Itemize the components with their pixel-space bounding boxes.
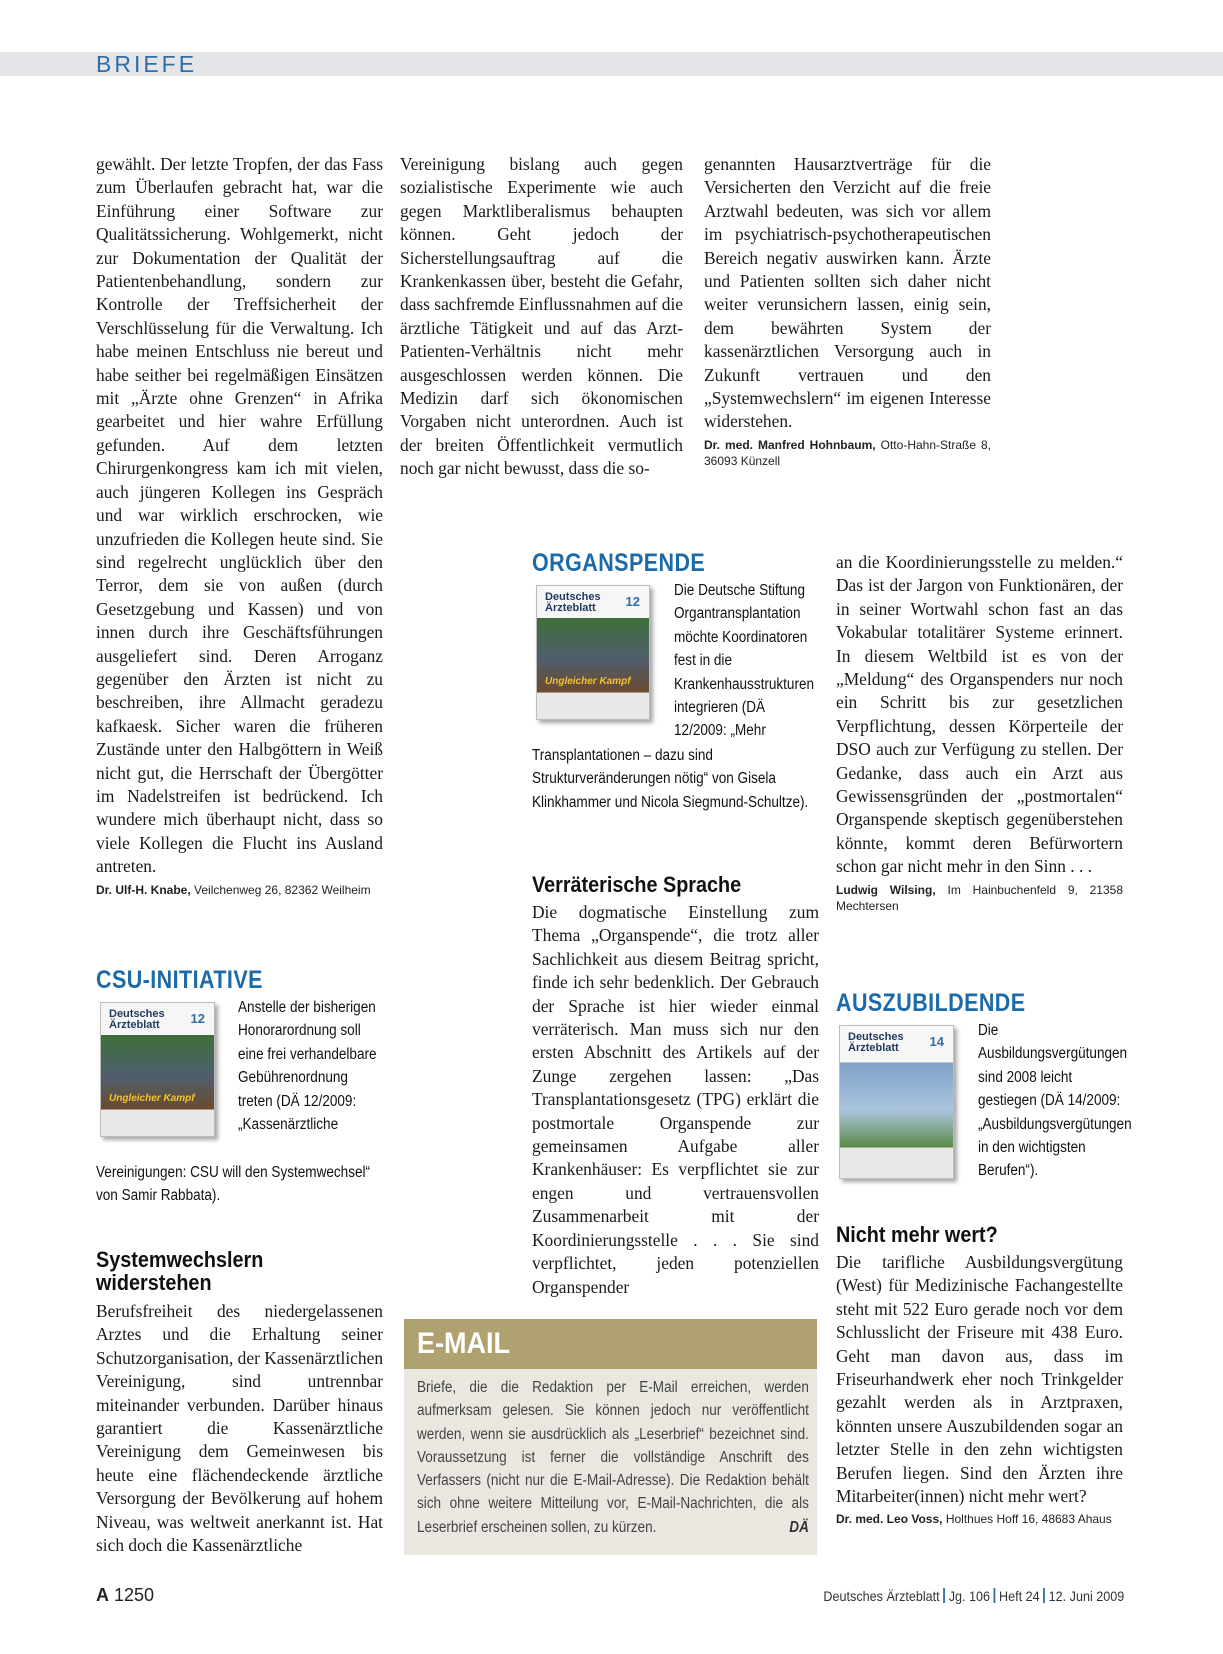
cover-number: 12 — [625, 594, 640, 609]
email-notice: Briefe, die die Redaktion per E-Mail erreichen, werden aufmerksam gelesen. Sie können jedoch nur veröffentlicht werden, wenn sie ausdrücklich als „Leserbrief“ bezeichnet sind. Voraussetzung ist ferner die vollständige Anschrift des Verfassers (nicht nur die E-Mail-Adresse). Die Redaktion behält sich ohne weitere Mitteilung vor, E-Mail-Nachrichten, die als Leserbrief erscheinen sollen, zu kürzen. — [417, 1379, 809, 1536]
reference-organspende-part2 — [532, 744, 821, 814]
subheading-organspende: Verräterische Sprache — [532, 872, 742, 897]
separator — [943, 1588, 945, 1603]
page-number-value: 1250 — [114, 1585, 155, 1605]
reference-text: Die Deutsche Stiftung Organtransplantation möchte Koordinatoren fest in die Krankenhausstrukturen integrieren (DÄ 12/2009: „Mehr — [674, 582, 815, 740]
reference-text: Die Ausbildungsvergütungen sind 2008 leicht gestiegen (DÄ 14/2009: „Ausbildungsvergütungen in den wichtigsten Berufen“). — [978, 1022, 1132, 1180]
cover-caption: Ungleicher Kampf — [545, 676, 631, 687]
letter-continued — [400, 153, 683, 481]
reference-text: Vereinigungen: CSU will den Systemwechsel“ von Samir Rabbata). — [96, 1164, 371, 1205]
author-name: Dr. Ulf-H. Knabe, — [96, 882, 191, 897]
letter-wilsing-continued — [836, 551, 1123, 914]
letter-text: Berufsfreiheit des niedergelassenen Arztes und die Erhaltung seiner Schutzorganisation, der Kassenärztlichen Vereinigung, sind untrennbar miteinander verbunden. Darüber hinaus garantiert die Kassenärztliche Vereinigung dem Gemeinwesen bis heute eine flächendeckende ärztliche Versorgung der Bevölkerung auf hohem Niveau, was weltweit anerkannt ist. Hat sich doch die Kassenärztliche — [96, 1301, 384, 1556]
letter-csu — [96, 1300, 383, 1557]
letter-text: gewählt. Der letzte Tropfen, der das Fass zum Überlaufen gebracht hat, war die Einführung einer Software zur Qualitätssicherung. Wohlgemerkt, nicht zur Dokumentation der Qualität der Patientenbehandlung, sondern zur Kontrolle der Treffsicherheit der Verschlüsselung für die Verwaltung. Ich habe meinen Entschluss nie bereut und habe seither bei regelmäßigen Einsätzen mit „Ärzte ohne Grenzen“ in Afrika gearbeitet und hier wahre Erfüllung gefunden. Auf dem letzten Chirurgenkongress kam ich mit vielen, auch jüngeren Kollegen ins Gespräch und war wirklich erschrocken, wie unzufrieden die Kollegen heute sind. Sie sind regelrecht unglücklich über den Terror, dem sie von außen (durch Gesetzgebung und Kassen) und von innen durch ihre Geschäftsführungen ausgeliefert sind. Deren Arroganz gegenüber den Ärzten ist nicht zu beschreiben, ihre Allmacht geradezu kafkaesk. Sicher waren die früheren Zustände unter den Halbgöttern in Weiß nicht gut, die Herrschaft der Übergötter im Nadelstreifen ist bedrückend. Ich wundere mich überhaupt nicht, dass so viele Kollegen die Flucht ins Ausland antreten. — [96, 154, 383, 877]
reference-text: Transplantationen – dazu sind Strukturveränderungen nötig“ von Gisela Klinkhammer und Nicola Siegmund-Schultze). — [532, 747, 809, 811]
page-number — [96, 1583, 154, 1607]
reference-csu-part1 — [238, 996, 385, 1138]
reference-csu-part2 — [96, 1161, 386, 1208]
letter-text: Vereinigung bislang auch gegen sozialistische Experimente wie auch gegen Marktliberalismus behaupten können. Geht jedoch der Sicherstellungsauftrag auf die Krankenkassen über, besteht die Gefahr, dass sachfremde Einflussnahmen auf die ärztliche Tätigkeit und auf das Arzt-Patienten-Verhältnis nicht mehr ausgeschlossen werden können. Die Medizin darf sich ökonomischen Vorgaben nicht unterordnen. Auch ist der breiten Öffentlichkeit vermutlich noch gar nicht bewusst, dass die so- — [400, 154, 683, 479]
cover-number: 14 — [929, 1034, 944, 1049]
reference-organspende-part1 — [674, 579, 821, 743]
subheading-csu: Systemwechslern widerstehen — [96, 1247, 264, 1295]
page-prefix: A — [96, 1585, 109, 1605]
letter-text: Die tarifliche Ausbildungsvergütung (West) für Medizinische Fachangestellte steht mit 522 Euro gerade noch vor dem Schlusslicht der Friseure mit 438 Euro. Geht man davon aus, dass im Friseurhandwerk eher noch Trinkgelder gezahlt werden als in Arztpraxen, könnten unsere Auszubildenden sogar an letzter Stelle in den zehn wichtigsten Berufen liegen. Sind den Ärzten ihre Mitarbeiter(innen) nicht mehr wert? — [836, 1252, 1123, 1507]
magazine-cover-image — [100, 1002, 215, 1137]
separator — [1043, 1588, 1045, 1603]
cover-number: 12 — [190, 1011, 205, 1026]
author-address: Im Hainbuchenfeld 9, 21358 Mechtersen — [836, 882, 1123, 913]
letter-text: Die dogmatische Einstellung zum Thema „Organspende“, die trotz aller Sachlichkeit aus diesem Beitrag spricht, finde ich sehr bedenklich. Der Gebrauch der Sprache ist hier wieder einmal verräterisch. Man muss sich nur den ersten Abschnitt des Artikels auf der Zunge zergehen lassen: „Das Transplantationsgesetz (TPG) erklärt die postmortale Organspende zur gemeinsamen Aufgabe aller Krankenhäuser: Es verpflichtet sie zur engen und vertrauensvollen Zusammenarbeit mit der Koordinierungsstelle . . . Sie sind verpflichtet, jeden potenziellen Organspender — [532, 902, 819, 1297]
signature — [96, 882, 383, 898]
email-box-title: E-MAIL — [417, 1327, 510, 1360]
separator — [993, 1588, 995, 1603]
reference-text: Anstelle der bisherigen Honorarordnung soll eine frei verhandelbare Gebührenordnung treten (DÄ 12/2009: „Kassenärztliche — [238, 999, 377, 1134]
cover-caption: Ungleicher Kampf — [109, 1093, 195, 1104]
journal-issue: Heft 24 — [998, 1588, 1040, 1604]
signature — [836, 1511, 1123, 1527]
author-name: Dr. med. Leo Voss, — [836, 1512, 943, 1527]
magazine-cover-image — [839, 1025, 954, 1179]
letter-text: genannten Hausarztverträge für die Versicherten den Verzicht auf die freie Arztwahl bedeuten, was sich vor allem im psychiatrisch-psychotherapeutischen Bereich negativ auswirken kann. Ärzte und Patienten sollten sich daher nicht weiter verunsichern lassen, einig sein, dem bewährten System der kassenärztlichen Versorgung auch in Zukunft vertrauen und den „Systemwechslern“ im eigenen Interesse widerstehen. — [704, 154, 991, 432]
cover-title: Deutsches Ärzteblatt — [109, 1008, 165, 1031]
author-name: Dr. med. Manfred Hohnbaum, — [704, 437, 876, 452]
reference-auszubildende — [978, 1019, 1132, 1185]
signature — [704, 437, 991, 469]
cover-title: Deutsches Ärzteblatt — [848, 1031, 904, 1054]
keyword-csu: CSU-INITIATIVE — [96, 966, 263, 994]
author-address: Veilchenweg 26, 82362 Weilheim — [190, 882, 371, 897]
signature — [836, 882, 1123, 914]
keyword-auszubildende: AUSZUBILDENDE — [836, 989, 1026, 1017]
journal-date: 12. Juni 2009 — [1048, 1588, 1124, 1604]
letter-voss — [836, 1251, 1123, 1527]
author-address: Holthues Hoff 16, 48683 Ahaus — [942, 1512, 1112, 1527]
journal-volume: Jg. 106 — [948, 1588, 990, 1604]
author-address: Otto-Hahn-Straße 8, 36093 Künzell — [704, 437, 992, 468]
cover-title: Deutsches Ärzteblatt — [545, 591, 601, 614]
subheading-auszubildende: Nicht mehr wert? — [836, 1222, 998, 1247]
author-name: Ludwig Wilsing, — [836, 882, 936, 897]
journal-name: Deutsches Ärzteblatt — [823, 1588, 940, 1604]
letter-wilsing — [532, 901, 819, 1299]
journal-footer — [823, 1586, 1124, 1606]
letter-hohnbaum — [704, 153, 991, 469]
section-label: BRIEFE — [96, 51, 198, 77]
email-box-text — [417, 1376, 809, 1539]
email-sign: DÄ — [789, 1518, 809, 1536]
keyword-organspende: ORGANSPENDE — [532, 549, 706, 577]
letter-text: an die Koordinierungsstelle zu melden.“ Das ist der Jargon von Funktionären, der in seiner Wortwahl schon fast an das Vokabular totalitärer Systeme erinnert. In diesem Weltbild ist es von der „Meldung“ des Organspenders nur noch ein Schritt bis zur gesetzlichen Verpflichtung, dessen Körperteile der DSO auch zur Verfügung zu stellen. Der Gedanke, dass auch ein Arzt aus Gewissensgründen der „postmortalen“ Organspende skeptisch gegenüberstehen könnte, kommt deren Befürwortern schon gar nicht mehr in den Sinn . . . — [836, 552, 1123, 877]
magazine-cover-image — [536, 585, 650, 720]
letter-knabe — [96, 153, 383, 898]
